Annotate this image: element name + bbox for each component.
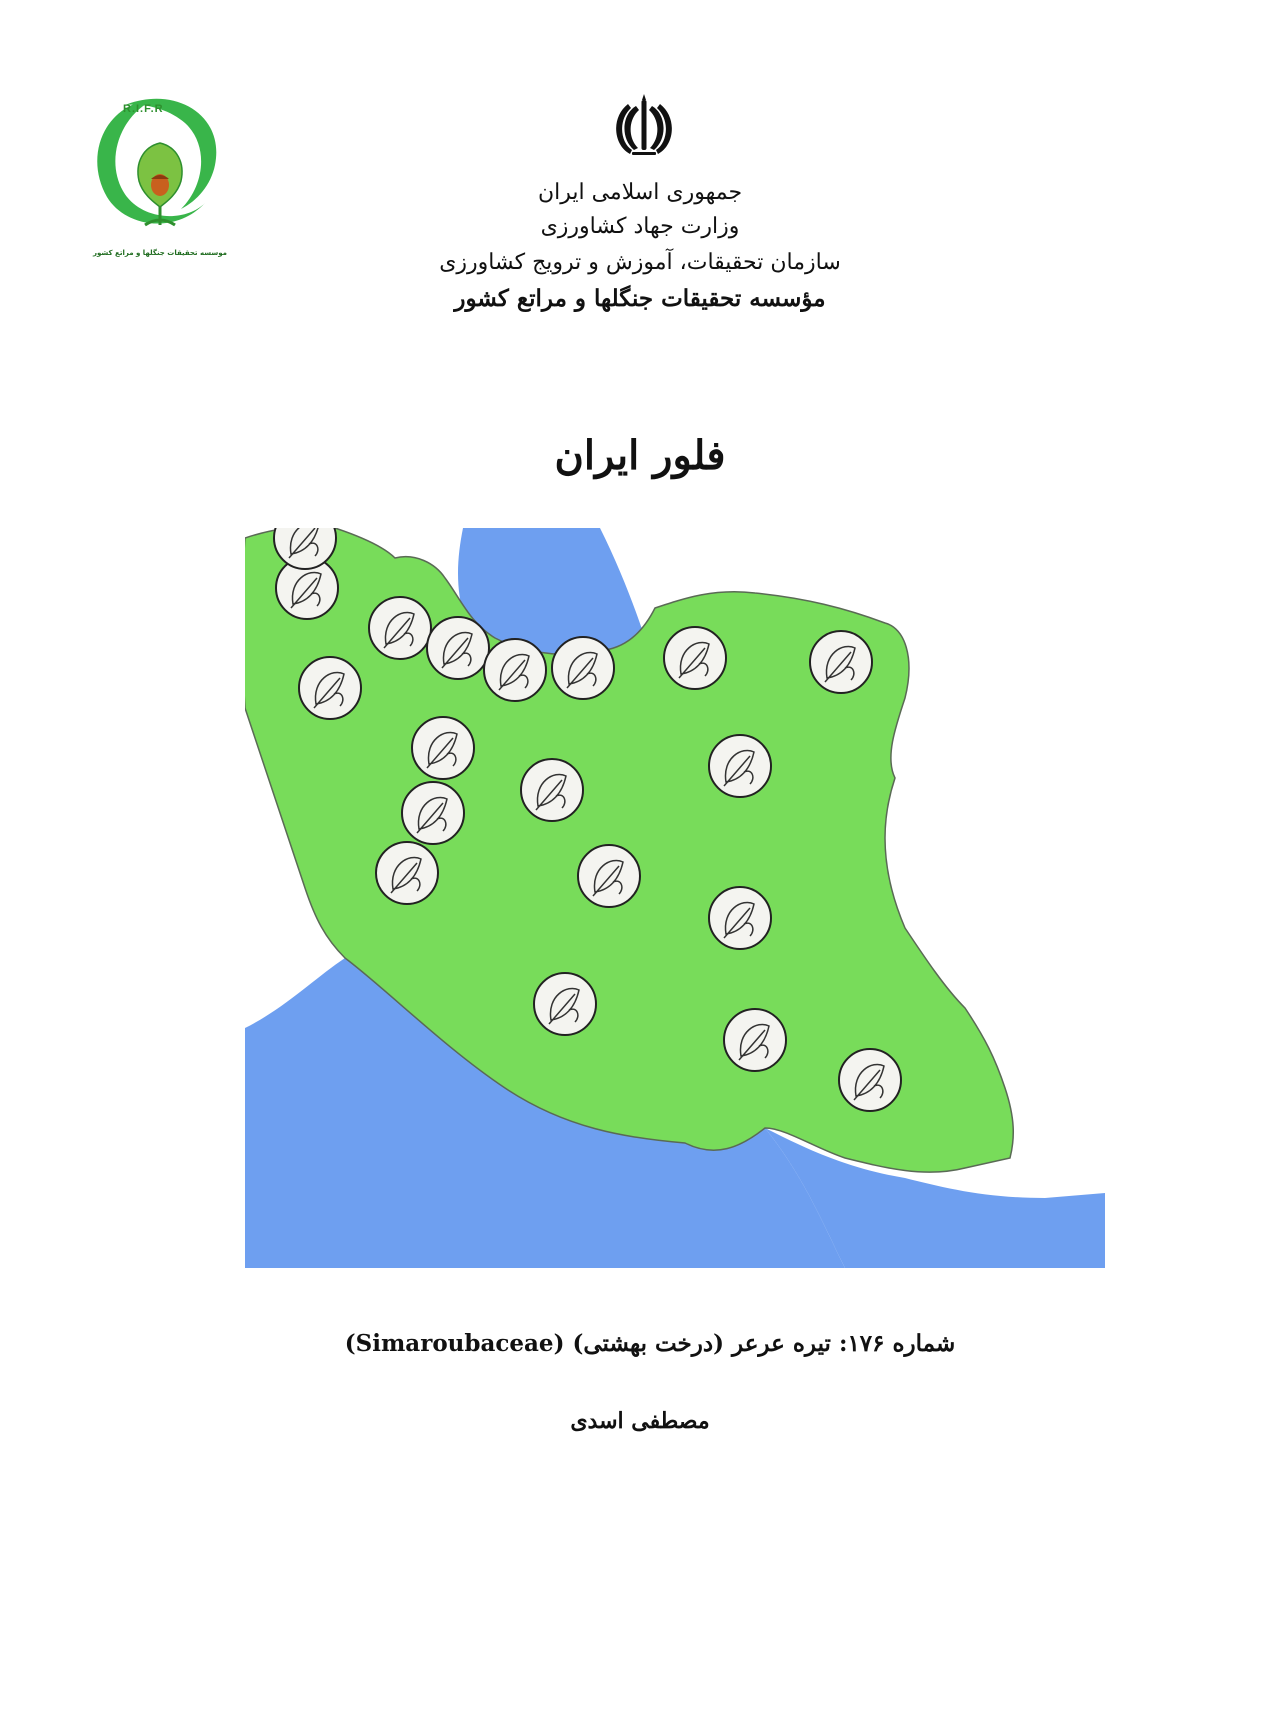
- plant-medallion-icon: [709, 735, 771, 797]
- plant-medallion-icon: [427, 617, 489, 679]
- emblem: [608, 88, 680, 160]
- rifr-logo: [85, 85, 235, 265]
- plant-medallion-icon: [299, 657, 361, 719]
- header-ministry: وزارت جهاد کشاورزی: [540, 214, 740, 239]
- header-institute: مؤسسه تحقیقات جنگلها و مراتع کشور: [454, 285, 826, 312]
- page-title: فلور ایران: [554, 432, 726, 479]
- plant-medallion-icon: [376, 842, 438, 904]
- iran-map: [245, 528, 1105, 1268]
- plant-medallion-icon: [709, 887, 771, 949]
- plant-medallion-icon: [521, 759, 583, 821]
- plant-medallion-icon: [724, 1009, 786, 1071]
- iran-map-graphic: [245, 528, 1105, 1268]
- plant-medallion-icon: [412, 717, 474, 779]
- logo-abbreviation: R.I.F.R: [123, 103, 164, 115]
- logo-caption: موسسه تحقیقات جنگلها و مراتع کشور: [93, 249, 227, 257]
- plant-medallion-icon: [484, 639, 546, 701]
- header-country: جمهوری اسلامی ایران: [537, 180, 743, 205]
- header-organization: سازمان تحقیقات، آموزش و ترویج کشاورزی: [439, 250, 841, 275]
- plant-medallion-icon: [552, 637, 614, 699]
- plant-medallion-icon: [402, 782, 464, 844]
- plant-medallion-icon: [534, 973, 596, 1035]
- plant-medallion-icon: [839, 1049, 901, 1111]
- plant-medallion-icon: [369, 597, 431, 659]
- plant-medallion-icon: [664, 627, 726, 689]
- plant-medallion-icon: [810, 631, 872, 693]
- author-name: مصطفی اسدی: [570, 1408, 710, 1434]
- issue-title: شماره ۱۷۶: تیره عرعر (درخت بهشتی) (Simaroubaceae): [344, 1330, 956, 1357]
- iran-emblem-icon: [608, 88, 680, 160]
- plant-medallion-icon: [578, 845, 640, 907]
